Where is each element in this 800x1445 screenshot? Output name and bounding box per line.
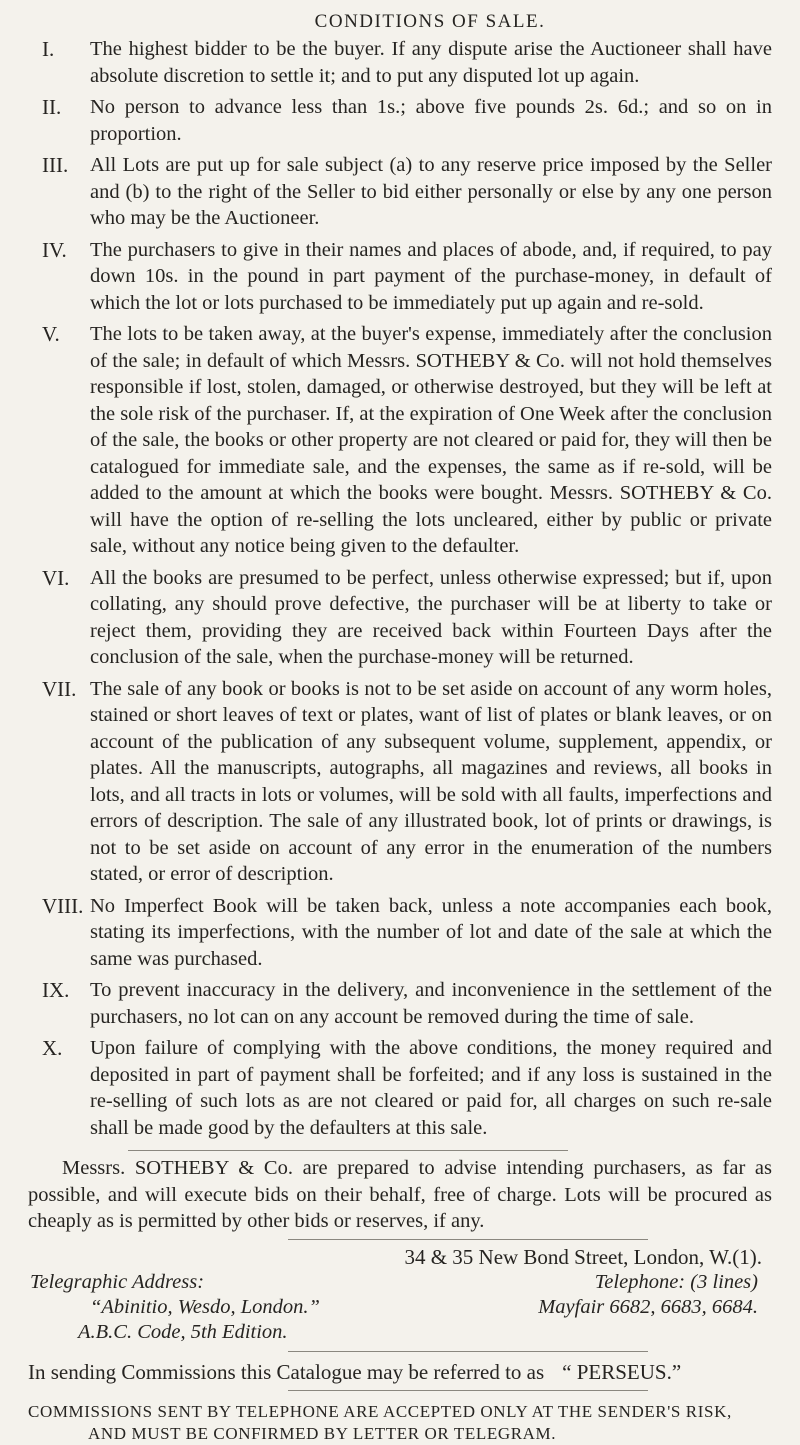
abc-code: A.B.C. Code, 5th Edition.	[78, 1320, 288, 1343]
telephone-label: Telephone: (3 lines)	[594, 1270, 758, 1293]
contact-values-row	[28, 1295, 772, 1320]
divider-rule	[288, 1351, 648, 1352]
condition-item	[28, 676, 772, 893]
condition-item	[28, 152, 772, 237]
condition-text: The purchasers to give in their names and places of abode, and, if required, to pay down 10s. in the pound in part payment of the purchase-money, in default of which the lot or lots purchased to be immediately put up again and re-sold.	[90, 238, 772, 314]
contact-labels-row	[28, 1270, 772, 1295]
divider-rule	[288, 1390, 648, 1391]
street-address: 34 & 35 New Bond Street, London, W.(1).	[404, 1244, 762, 1269]
condition-text: To prevent inaccuracy in the delivery, and inconvenience in the settlement of the purchasers, no lot can on any account be removed during the time of sale.	[90, 979, 772, 1028]
condition-item	[28, 893, 772, 978]
commissions-notice	[28, 1401, 772, 1445]
condition-item	[28, 565, 772, 676]
condition-number: II.	[42, 95, 62, 119]
commissions-line-2: AND MUST BE CONFIRMED BY LETTER OR TELEGRAM.	[88, 1423, 557, 1443]
condition-number: IV.	[42, 237, 67, 262]
condition-text: The lots to be taken away, at the buyer's expense, immediately after the conclusion of the sale; in default of which Messrs. SOTHEBY & Co. will not hold themselves responsible if lost, stolen, damaged, or otherwise destroyed, but they will be left at the sole risk of the purchaser. If, at the expiration of One Week after the conclusion of the sale, the books or other property are not cleared or paid for, they will then be catalogued for immediate sale, and the expenses, the same as if re-sold, will be added to the amount at which the books were bought. Messrs. SOTHEBY & Co. will have the option of re-selling the lots uncleared, either by public or private sale, without any notice being given to the defaulter.	[90, 323, 772, 557]
condition-item	[28, 1035, 772, 1146]
divider-rule	[128, 1150, 568, 1151]
condition-item	[28, 237, 772, 322]
condition-number: VII.	[42, 676, 77, 701]
condition-number: I.	[42, 37, 55, 61]
condition-text: No Imperfect Book will be taken back, unless a note accompanies each book, stating its imperfections, with the number of lot and date of the sale at which the same was purchased.	[90, 894, 772, 970]
condition-item	[28, 321, 772, 565]
telephone-value: Mayfair 6682, 6683, 6684.	[538, 1295, 758, 1318]
condition-number: X.	[42, 1036, 63, 1060]
condition-number: IX.	[42, 978, 70, 1002]
condition-text: The highest bidder to be the buyer. If any dispute arise the Auctioneer shall have absolute discretion to settle it; and to put any disputed lot up again.	[90, 38, 772, 87]
condition-item	[28, 977, 772, 1035]
condition-text: The sale of any book or books is not to be set aside on account of any worm holes, stained or short leaves of text or plates, want of list of plates or blank leaves, or on account of the publication of any subsequent volume, supplement, appendix, or plates. All the manuscripts, autographs, all magazines and reviews, all books in lots, and all tracts in lots or volumes, will be sold with all faults, imperfections and errors of description. The sale of any illustrated book, lot of prints or drawings, is not to be set aside on account of any error in the enumeration of the numbers stated, or error of description.	[90, 677, 772, 885]
condition-number: V.	[42, 322, 60, 346]
telegraphic-value: “Abinitio, Wesdo, London.”	[90, 1295, 320, 1318]
sending-prefix: In sending Commissions this Catalogue may be referred to as	[28, 1359, 545, 1384]
condition-number: VI.	[42, 565, 70, 590]
condition-number: VIII.	[42, 893, 84, 918]
commissions-line-1: COMMISSIONS SENT BY TELEPHONE ARE ACCEPTED ONLY AT THE SENDER'S RISK,	[28, 1401, 732, 1421]
page-title: CONDITIONS OF SALE.	[314, 11, 546, 32]
catalogue-reference-name: “ PERSEUS.”	[562, 1359, 682, 1384]
telegraphic-label: Telegraphic Address:	[30, 1270, 205, 1293]
condition-text: Upon failure of complying with the above conditions, the money required and deposited in part of payment shall be forfeited; and if any loss is sustained in the re-selling of such lots as are not cleared or paid for, all charges on such re-sale shall be made good by the defaulters at this sale.	[90, 1037, 772, 1139]
condition-item	[28, 94, 772, 152]
condition-text: All Lots are put up for sale subject (a) to any reserve price imposed by the Seller and (b) to the right of the Seller to bid either personally or else by any one person who may be the Auctioneer.	[90, 154, 772, 229]
condition-item	[28, 36, 772, 94]
sending-note	[28, 1358, 772, 1386]
condition-text: No person to advance less than 1s.; above five pounds 2s. 6d.; and so on in proportion.	[90, 96, 772, 145]
divider-rule	[288, 1239, 648, 1240]
condition-number: III.	[42, 153, 69, 177]
condition-text: All the books are presumed to be perfect, unless otherwise expressed; but if, upon collating, any should prove defective, the purchaser will be at liberty to take or reject them, providing they are received back within Fourteen Days after the conclusion of the sale, when the purchase-money will be returned.	[90, 566, 772, 668]
advise-paragraph: Messrs. SOTHEBY & Co. are prepared to advise intending purchasers, as far as possible, and will execute bids on their behalf, free of charge. Lots will be procured as cheaply as is permitted by other bids or reserves, if any.	[28, 1157, 772, 1232]
conditions-list	[28, 36, 772, 1146]
